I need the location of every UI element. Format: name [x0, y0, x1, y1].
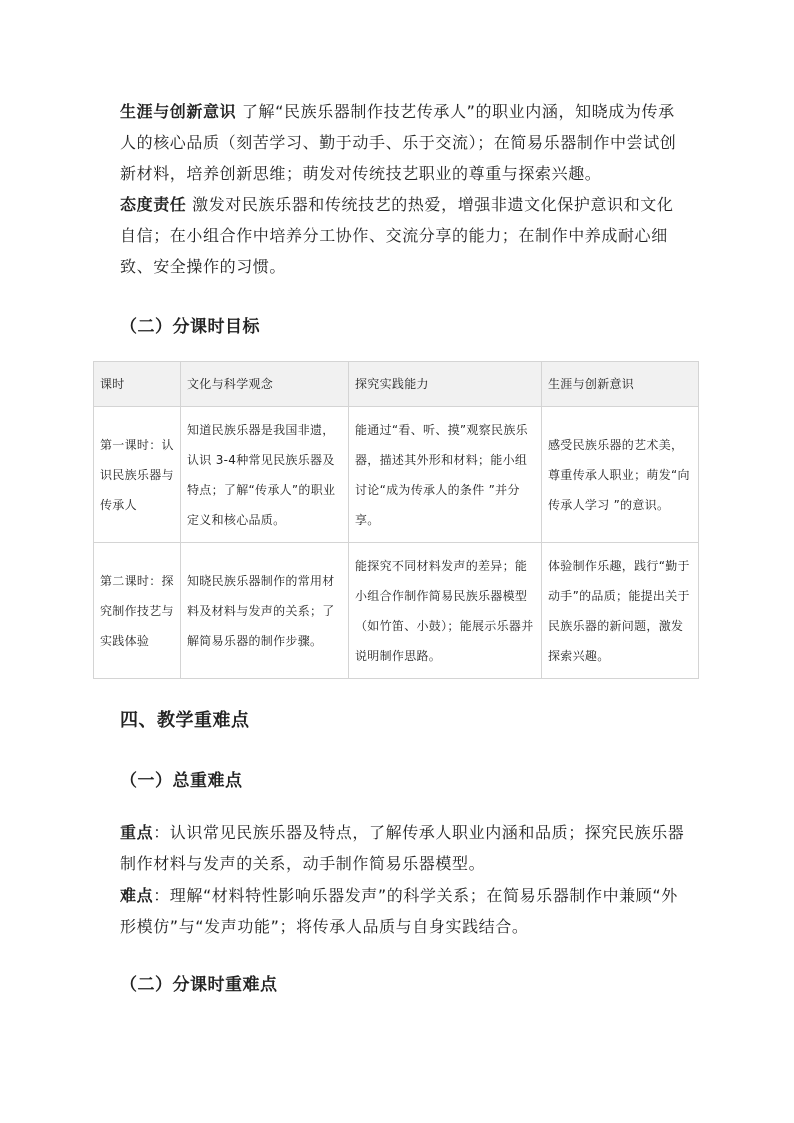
table-header-cell: 文化与科学观念	[181, 362, 349, 407]
lesson-goals-table	[93, 361, 699, 679]
table-cell: 能探究不同材料发声的差异；能小组合作制作简易民族乐器模型（如竹笛、小鼓）；能展示乐器并说明制作思路。	[349, 543, 542, 679]
table-cell: 感受民族乐器的艺术美，尊重传承人职业；萌发“向传承人学习 ”的意识。	[542, 407, 699, 543]
table-row	[94, 407, 699, 543]
table-header-cell: 生涯与创新意识	[542, 362, 699, 407]
lesson-difficulties-heading: （二）分课时重难点	[120, 975, 278, 995]
table-cell: 能通过“看、听、摸”观察民族乐器，描述其外形和材料；能小组讨论“成为传承人的条件 ”并分享。	[349, 407, 542, 543]
table-cell: 体验制作乐趣，践行“勤于动手”的品质；能提出关于民族乐器的新问题，激发探索兴趣。	[542, 543, 699, 679]
overall-difficulties-heading: （一）总重难点	[120, 771, 243, 791]
difficult-points-label: 难点	[120, 886, 154, 905]
key-points-paragraph	[120, 817, 685, 879]
career-innovation-text: 了解“民族乐器制作技艺传承人”的职业内涵，知晓成为传承人的核心品质（刻苦学习、勤于动手、乐于交流）；在简易乐器制作中尝试创新材料，培养创新思维；萌发对传统技艺职业的尊重与探索兴趣。	[120, 102, 677, 183]
difficult-points-paragraph	[120, 880, 685, 942]
table-cell: 知道民族乐器是我国非遗，认识 3-4种常见民族乐器及特点；了解“传承人”的职业定义和核心品质。	[181, 407, 349, 543]
attitude-paragraph	[120, 189, 685, 282]
career-innovation-paragraph	[120, 96, 685, 189]
table-header-cell: 探究实践能力	[349, 362, 542, 407]
table-header-row	[94, 362, 699, 407]
table-cell: 第二课时：探究制作技艺与实践体验	[94, 543, 181, 679]
attitude-label: 态度责任	[120, 195, 187, 214]
attitude-text: 激发对民族乐器和传统技艺的热爱，增强非遗文化保护意识和文化自信；在小组合作中培养分工协作、交流分享的能力；在制作中养成耐心细致、安全操作的习惯。	[120, 195, 674, 276]
table-cell: 第一课时：认识民族乐器与传承人	[94, 407, 181, 543]
key-points-label: 重点	[120, 823, 154, 842]
table-cell: 知晓民族乐器制作的常用材料及材料与发声的关系；了解简易乐器的制作步骤。	[181, 543, 349, 679]
career-innovation-label: 生涯与创新意识	[120, 102, 237, 121]
difficult-points-text: ：理解“材料特性影响乐器发声”的科学关系；在简易乐器制作中兼顾“外形模仿”与“发声功能”；将传承人品质与自身实践结合。	[120, 886, 678, 936]
section-four-heading: 四、教学重难点	[120, 710, 250, 731]
sub-goals-heading: （二）分课时目标	[120, 317, 260, 337]
key-points-text: ：认识常见民族乐器及特点，了解传承人职业内涵和品质；探究民族乐器制作材料与发声的关系，动手制作简易乐器模型。	[120, 823, 685, 873]
table-header-cell: 课时	[94, 362, 181, 407]
table-row	[94, 543, 699, 679]
